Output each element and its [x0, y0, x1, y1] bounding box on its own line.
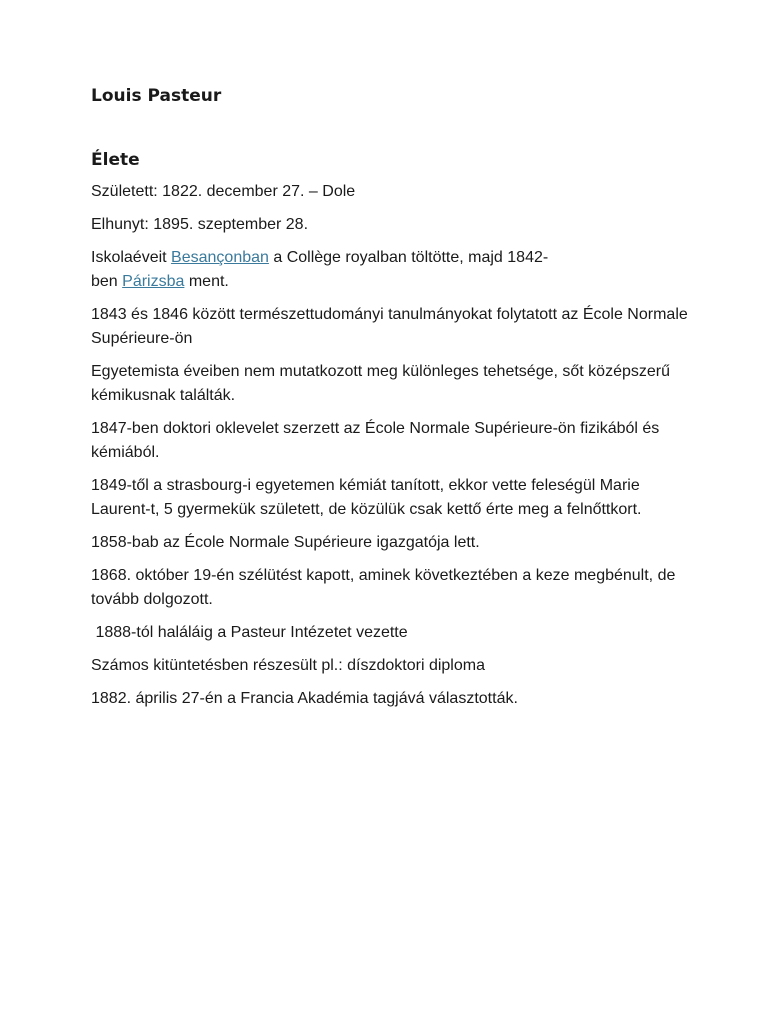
paragraph-university-years: Egyetemista éveiben nem mutatkozott meg különleges tehetsége, sőt középszerű kémikusnak találták. — [91, 363, 670, 404]
section-heading: Élete — [91, 150, 140, 170]
link-besancon[interactable]: Besançonban — [171, 249, 269, 266]
paragraph-doctorate: 1847-ben doktori oklevelet szerzett az École Normale Supérieure-ön fizikából és kémiából. — [91, 420, 660, 461]
paragraph-academy: 1882. április 27-én a Francia Akadémia tagjává választották. — [91, 690, 518, 707]
paragraph-text: ment. — [184, 273, 229, 290]
paragraph-born: Született: 1822. december 27. – Dole — [91, 183, 356, 200]
paragraph-died: Elhunyt: 1895. szeptember 28. — [91, 216, 309, 233]
document-title: Louis Pasteur — [91, 86, 222, 106]
paragraph-strasbourg: 1849-től a strasbourg-i egyetemen kémiát tanított, ekkor vette feleségül Marie Laurent-t, 5 gyermekük született, de közülük csak kettő érte meg a felnőttkort. — [91, 477, 642, 518]
paragraph-education — [91, 246, 691, 294]
paragraph-studies: 1843 és 1846 között természettudományi tanulmányokat folytatott az École Normale Supérieure-ön — [91, 306, 688, 347]
paragraph-honors: Számos kitüntetésben részesült pl.: díszdoktori diploma — [91, 657, 485, 674]
link-paris[interactable]: Párizsba — [122, 273, 185, 290]
paragraph-pasteur-institute: 1888-tól haláláig a Pasteur Intézetet vezette — [91, 624, 408, 641]
paragraph-text: a Collège royalban töltötte, majd 1842- — [268, 249, 549, 266]
paragraph-text: ben — [91, 273, 123, 290]
paragraph-director: 1858-bab az École Normale Supérieure igazgatója lett. — [91, 534, 480, 551]
paragraph-text: Iskolaéveit — [91, 249, 172, 266]
document-page — [91, 84, 691, 720]
paragraph-stroke: 1868. október 19-én szélütést kapott, aminek következtében a keze megbénult, de tovább dolgozott. — [91, 567, 676, 608]
